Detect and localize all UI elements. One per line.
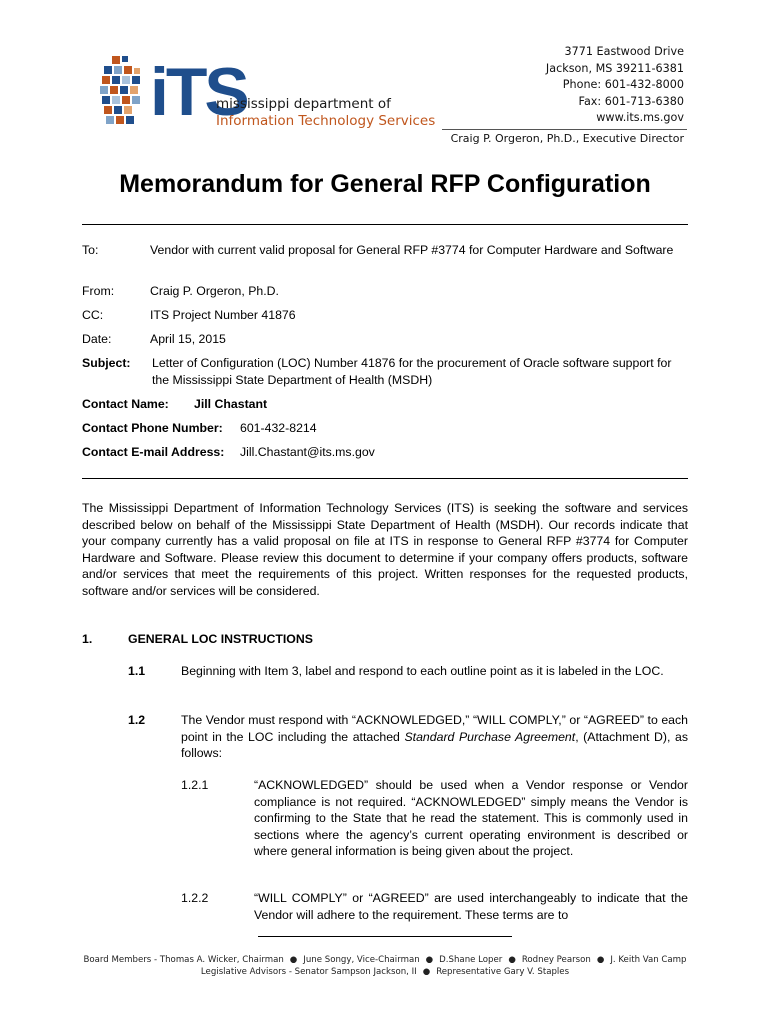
separator-dot: ● (425, 955, 434, 965)
its-logo (98, 52, 438, 132)
footer-board-members (0, 954, 770, 966)
date-value: April 15, 2015 (150, 332, 226, 346)
board-member: Rodney Pearson (521, 955, 591, 965)
contact-phone-label: Contact Phone Number: (82, 421, 223, 435)
logo-line-1: mississippi department of (216, 96, 391, 112)
item-1-1-number: 1.1 (128, 664, 146, 678)
address-website: www.its.ms.gov (596, 111, 684, 124)
footer-divider (258, 936, 512, 937)
header-divider (442, 129, 687, 130)
contact-email-value: Jill.Chastant@its.ms.gov (240, 445, 375, 459)
subject-label: Subject: (82, 356, 131, 370)
item-1-2-text-a: The Vendor must respond with “ACKNOWLEDGED,” “WILL COMPLY,” or “AGREED” to each point in the LOC including the attached (181, 713, 688, 744)
separator-dot: ● (596, 955, 605, 965)
item-1-2-text (181, 712, 688, 762)
executive-director: Craig P. Orgeron, Ph.D., Executive Director (450, 132, 684, 145)
memo-header-divider (82, 478, 688, 479)
board-member: D.Shane Loper (439, 955, 503, 965)
from-label: From: (82, 284, 115, 298)
board-member: June Songy, Vice-Chairman (303, 955, 420, 965)
subject-value: Letter of Configuration (LOC) Number 41876 for the procurement of Oracle software support for the Mississippi State Department of Health (MSDH) (152, 356, 672, 387)
address-street: 3771 Eastwood Drive (564, 45, 684, 58)
section-1-heading: GENERAL LOC INSTRUCTIONS (128, 632, 313, 646)
separator-dot: ● (289, 955, 298, 965)
address-city: Jackson, MS 39211-6381 (545, 61, 684, 75)
logo-letters: iTS (150, 54, 247, 130)
item-1-2-2-number: 1.2.2 (181, 891, 209, 905)
cc-value: ITS Project Number 41876 (150, 308, 296, 322)
date-label: Date: (82, 332, 112, 346)
to-label: To: (82, 243, 99, 257)
agency-address (546, 44, 684, 127)
section-1-number: 1. (82, 632, 93, 646)
advisor: Senator Sampson Jackson, II (294, 967, 417, 977)
contact-name-label: Contact Name: (82, 397, 169, 411)
logo-line-2: Information Technology Services (216, 113, 436, 129)
cc-label: CC: (82, 308, 104, 322)
to-value: Vendor with current valid proposal for General RFP #3774 for Computer Hardware and Software (150, 243, 674, 257)
title-divider (82, 224, 688, 225)
item-1-2-1-text: “ACKNOWLEDGED” should be used when a Vendor response or Vendor compliance is not required. “ACKNOWLEDGED” simply means the Vendor is confirming to the State that he read the statement. This is commonly used in sections where the agency’s current operating environment is described or where general information is being given about the project. (254, 778, 688, 859)
item-1-1-text: Beginning with Item 3, label and respond to each outline point as it is labeled in the LOC. (181, 664, 664, 678)
item-1-2-2-text: “WILL COMPLY” or “AGREED” are used interchangeably to indicate that the Vendor will adhere to the requirement. These terms are to (254, 891, 688, 922)
separator-dot: ● (422, 967, 431, 977)
board-prefix: Board Members - (83, 955, 158, 965)
board-member: J. Keith Van Camp (610, 955, 687, 965)
advisor: Representative Gary V. Staples (436, 967, 570, 977)
contact-phone-value: 601-432-8214 (240, 421, 317, 435)
footer-legislative-advisors (0, 966, 770, 978)
advisors-prefix: Legislative Advisors - (200, 967, 292, 977)
item-1-2-text-b: , (Attachment D), as follows: (181, 729, 689, 761)
intro-paragraph: The Mississippi Department of Information Technology Services (ITS) is seeking the software and services described below on behalf of the Mississippi State Department of Health (MSDH). Our records indicate that your company currently has a valid proposal on file at ITS in response to General RFP #3774 for Computer Hardware and Software. Please review this document to determine if your company offers products, software and/or services that meet the requirements of this project. Written responses for the requested products, software and/or services will be considered. (82, 501, 688, 598)
standard-purchase-agreement: Standard Purchase Agreement (404, 729, 576, 744)
separator-dot: ● (508, 955, 516, 965)
board-member: Thomas A. Wicker, Chairman (159, 955, 284, 965)
item-1-2-1-number: 1.2.1 (181, 778, 209, 792)
logo-mosaic-graphic (98, 52, 158, 132)
item-1-2-number: 1.2 (128, 713, 146, 727)
address-fax: Fax: 601-713-6380 (578, 94, 684, 108)
contact-email-label: Contact E-mail Address: (82, 445, 225, 459)
contact-name-value: Jill Chastant (194, 397, 268, 411)
from-value: Craig P. Orgeron, Ph.D. (150, 284, 279, 298)
logo-agency-name (216, 96, 435, 130)
document-title: Memorandum for General RFP Configuration (119, 170, 651, 198)
address-phone: Phone: 601-432-8000 (562, 78, 684, 91)
